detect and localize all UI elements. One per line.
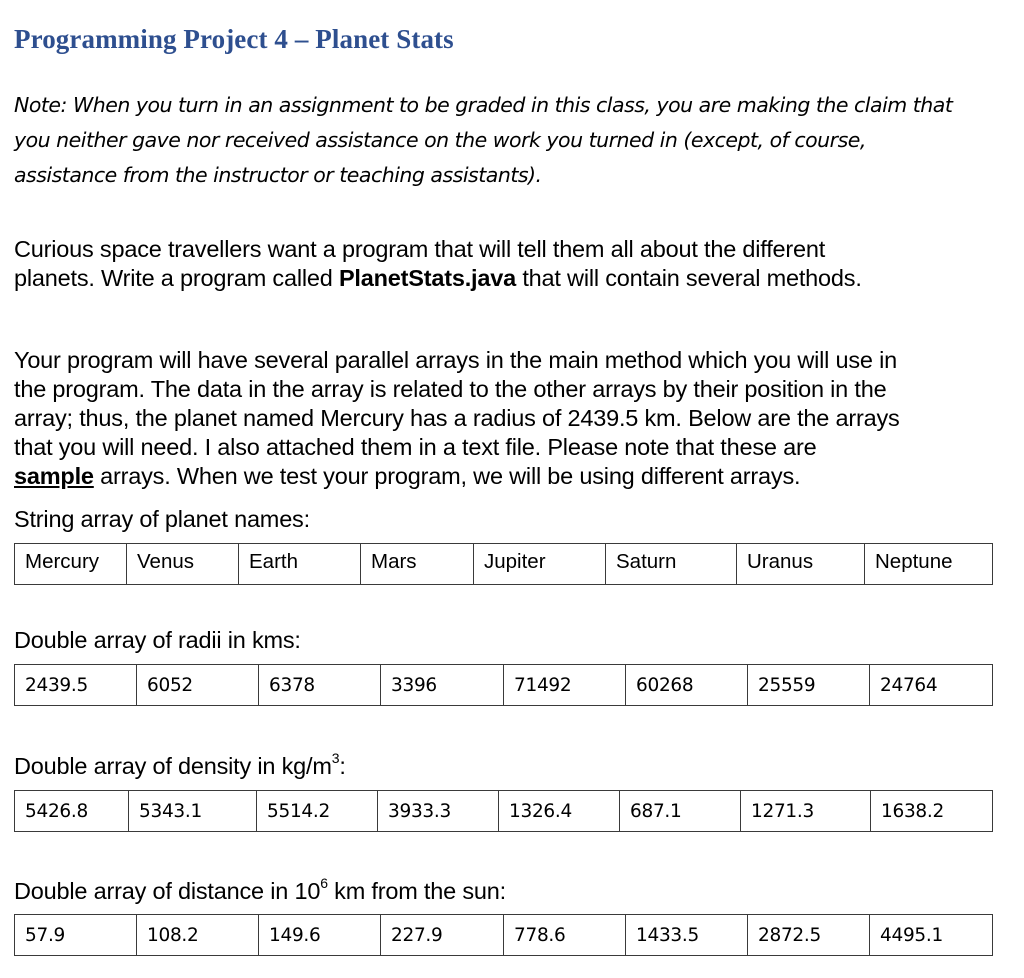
table-cell: 687.1 [620, 791, 741, 832]
arrays-line: that you will need. I also attached them in a text file. Please note that these are [14, 434, 817, 460]
names-array-label: String array of planet names: [14, 506, 310, 532]
table-cell: 3933.3 [378, 791, 499, 832]
arrays-line: Your program will have several parallel arrays in the main method which you will use in [14, 347, 897, 373]
intro-text: that will contain several methods. [516, 265, 862, 291]
table-cell: Jupiter [474, 544, 606, 585]
names-array-table [14, 543, 993, 585]
table-cell: 1433.5 [626, 915, 748, 956]
label-text: Double array of density in kg/m [14, 752, 332, 779]
table-cell: 5426.8 [15, 791, 129, 832]
distance-array-label [14, 877, 506, 905]
table-cell: 2439.5 [15, 665, 137, 706]
table-cell: Earth [239, 544, 361, 585]
table-cell: 227.9 [381, 915, 504, 956]
table-cell: 1326.4 [499, 791, 620, 832]
page-title: Programming Project 4 – Planet Stats [14, 24, 454, 54]
table-cell: Uranus [737, 544, 865, 585]
label-text: km from the sun: [327, 877, 506, 904]
table-cell: 6378 [259, 665, 381, 706]
table-row [15, 665, 993, 706]
intro-line [14, 264, 1014, 293]
table-cell: 108.2 [137, 915, 259, 956]
table-cell: Neptune [865, 544, 993, 585]
density-array-table [14, 790, 993, 832]
intro-text: planets. Write a program called [14, 265, 339, 291]
intro-line: Curious space travellers want a program that will tell them all about the different [14, 236, 826, 262]
table-row [15, 915, 993, 956]
table-cell: 60268 [626, 665, 748, 706]
label-superscript: 3 [331, 750, 340, 766]
intro-paragraph [14, 235, 1014, 293]
table-row [15, 544, 993, 585]
academic-integrity-note [14, 88, 1014, 193]
note-line: you neither gave nor received assistance on the work you turned in (except, of course, [14, 128, 866, 152]
radii-array-label: Double array of radii in kms: [14, 627, 301, 653]
table-cell: 149.6 [259, 915, 381, 956]
program-filename: PlanetStats.java [338, 265, 516, 291]
arrays-text: arrays. When we test your program, we will be using different arrays. [93, 463, 801, 489]
table-cell: 24764 [870, 665, 993, 706]
arrays-line: array; thus, the planet named Mercury has a radius of 2439.5 km. Below are the arrays [14, 405, 900, 431]
table-cell: 5514.2 [257, 791, 378, 832]
table-cell: 4495.1 [870, 915, 993, 956]
table-cell: Venus [127, 544, 239, 585]
table-cell: 1638.2 [871, 791, 993, 832]
table-cell: Saturn [606, 544, 737, 585]
arrays-paragraph [14, 346, 1014, 491]
radii-array-table [14, 664, 993, 706]
density-array-label [14, 752, 346, 780]
sample-emphasis: sample [14, 463, 94, 489]
label-superscript: 6 [320, 875, 328, 891]
label-text: Double array of distance in 10 [14, 877, 321, 904]
arrays-line [14, 462, 1014, 491]
distance-array-table [14, 914, 993, 956]
table-cell: 25559 [748, 665, 870, 706]
table-cell: 3396 [381, 665, 504, 706]
table-cell: 71492 [504, 665, 626, 706]
arrays-line: the program. The data in the array is related to the other arrays by their position in the [14, 376, 887, 402]
label-text: : [339, 752, 346, 779]
table-cell: 57.9 [15, 915, 137, 956]
table-cell: Mercury [15, 544, 127, 585]
note-line: assistance from the instructor or teaching assistants). [14, 163, 542, 187]
table-cell: 2872.5 [748, 915, 870, 956]
table-cell: 778.6 [504, 915, 626, 956]
table-cell: 5343.1 [129, 791, 257, 832]
table-cell: Mars [361, 544, 474, 585]
table-cell: 1271.3 [741, 791, 871, 832]
table-row [15, 791, 993, 832]
note-line: Note: When you turn in an assignment to be graded in this class, you are making the claim that [14, 93, 953, 117]
table-cell: 6052 [137, 665, 259, 706]
